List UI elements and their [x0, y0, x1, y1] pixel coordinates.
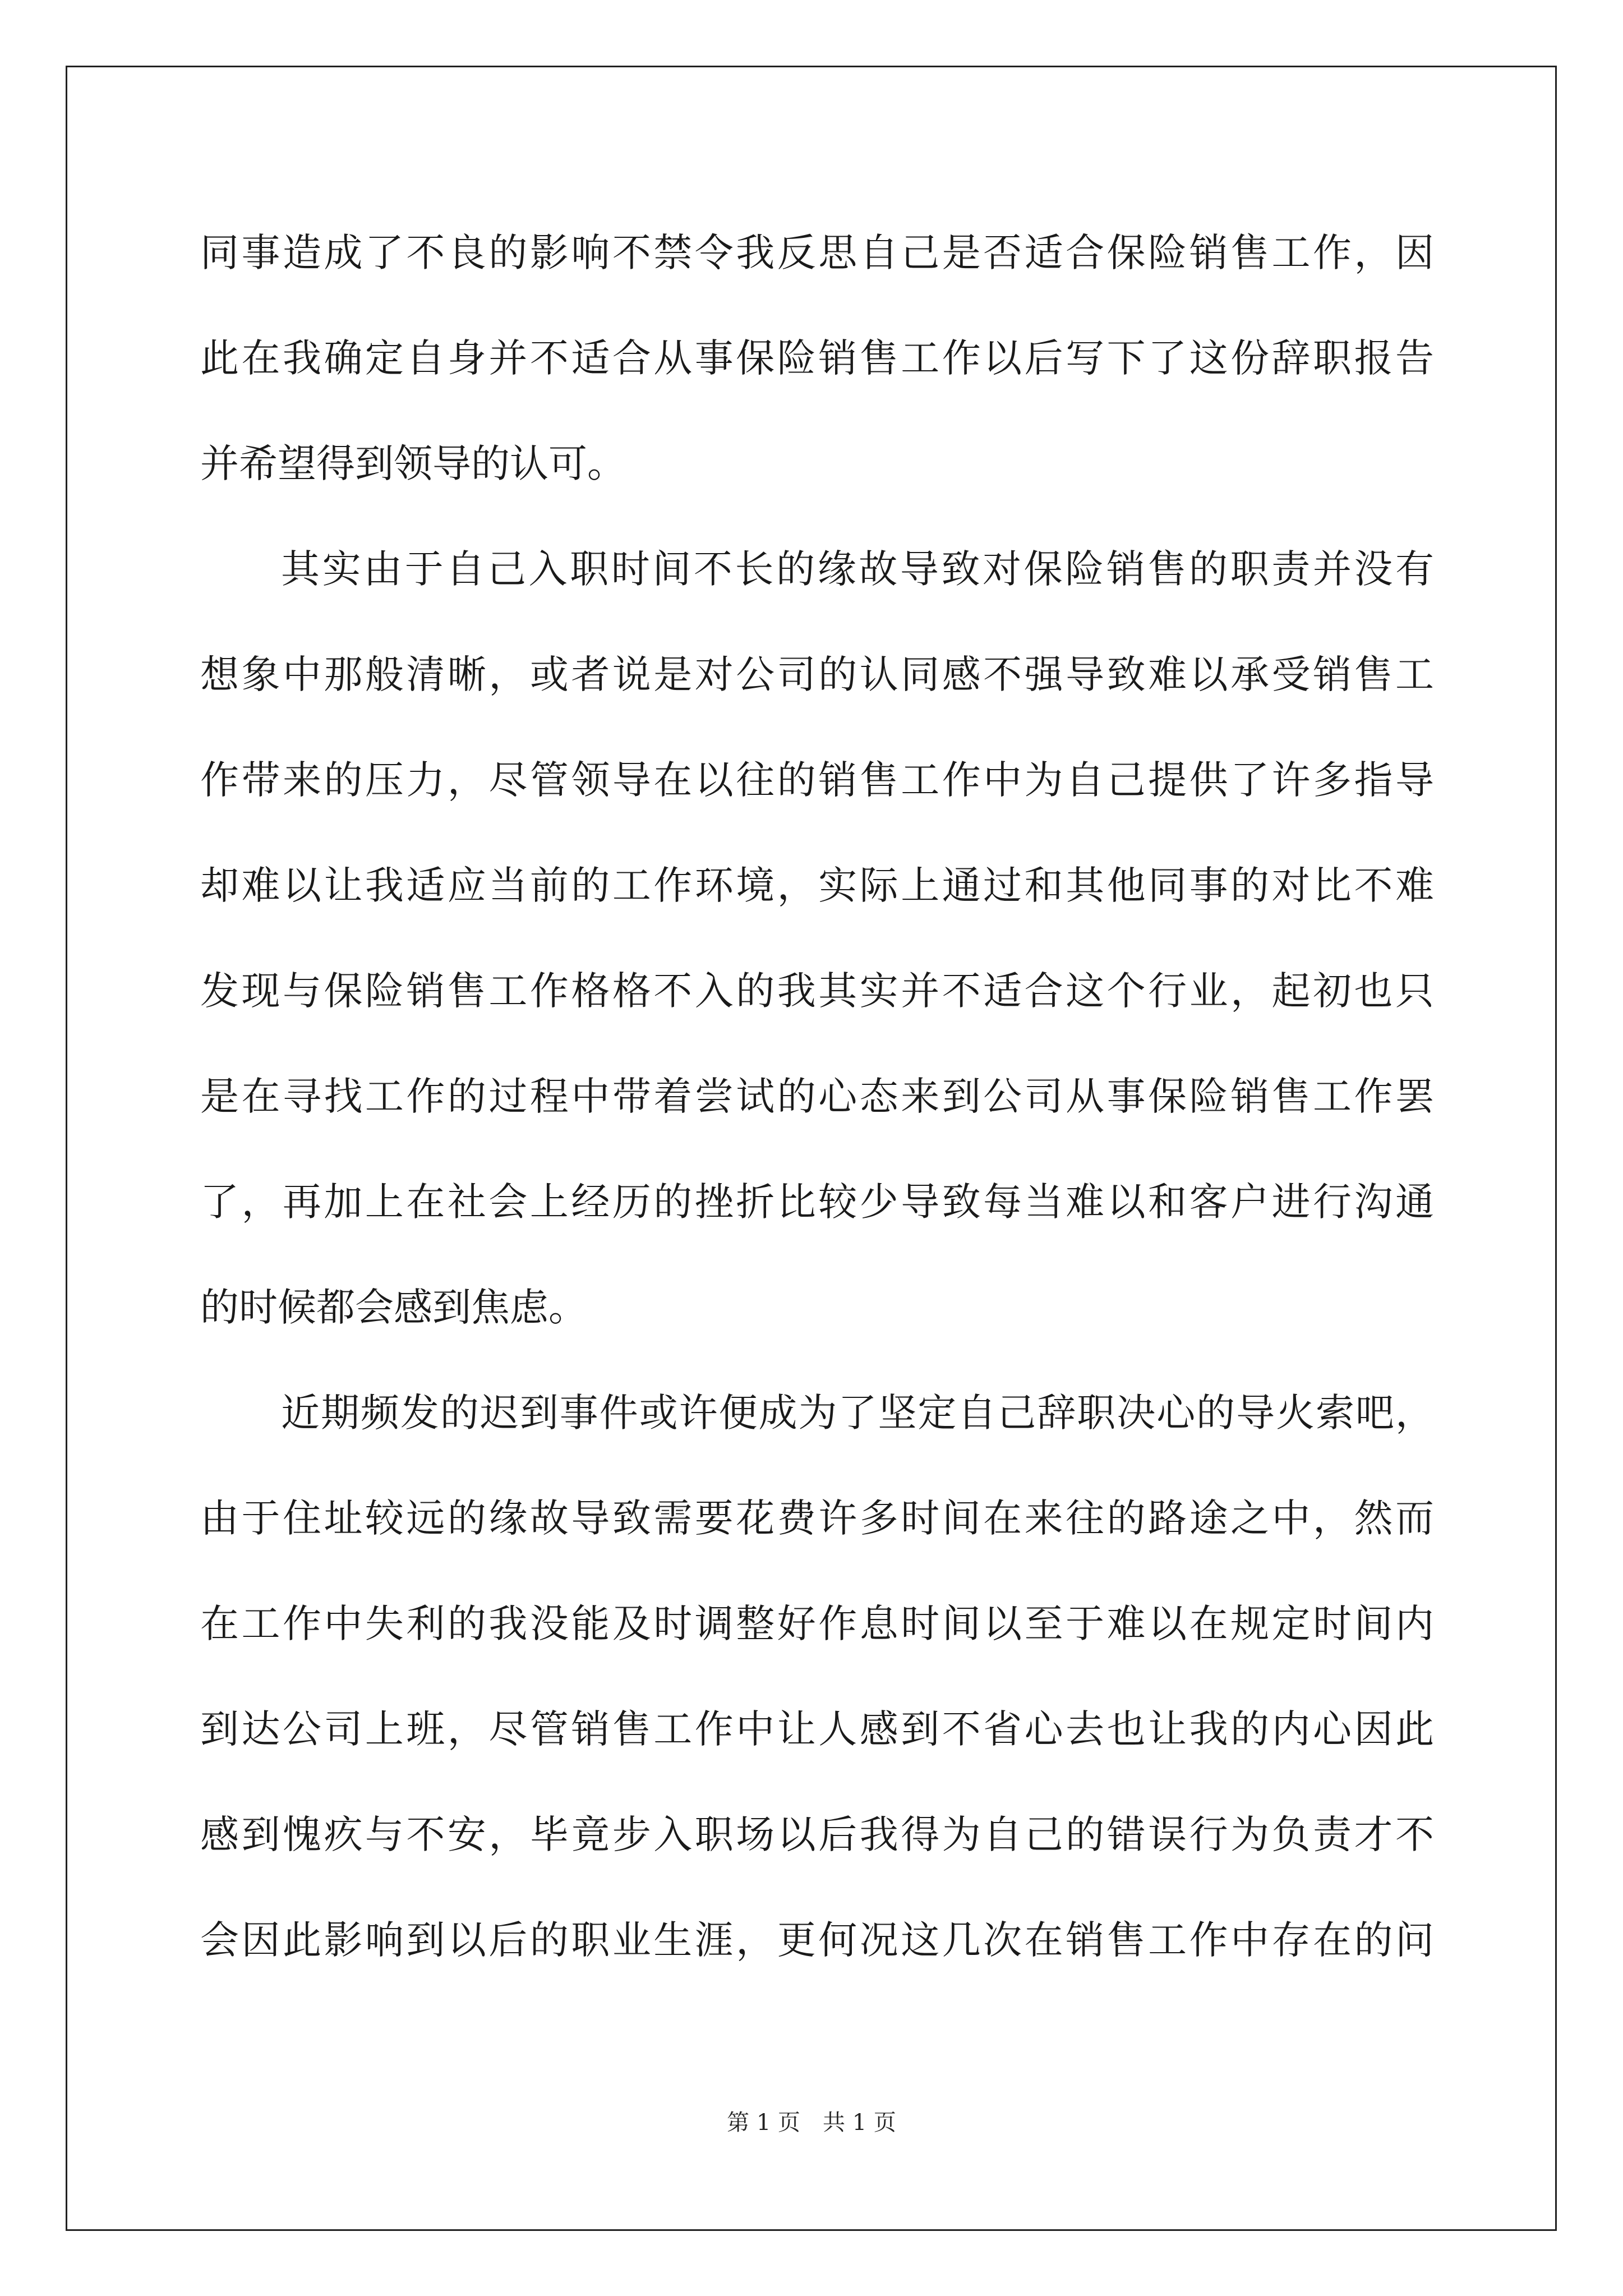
- text-line: 会因此影响到以后的职业生涯，更何况这几次在销售工作中存在的问: [200, 1918, 1434, 1963]
- text-line: 在工作中失利的我没能及时调整好作息时间以至于难以在规定时间内: [200, 1602, 1434, 1646]
- text-line: 发现与保险销售工作格格不入的我其实并不适合这个行业，起初也只: [200, 969, 1434, 1014]
- text-line: 此在我确定自身并不适合从事保险销售工作以后写下了这份辞职报告: [200, 336, 1434, 381]
- text-line: 了，再加上在社会上经历的挫折比较少导致每当难以和客户进行沟通: [200, 1180, 1434, 1225]
- text-line: 感到愧疚与不安，毕竟步入职场以后我得为自己的错误行为负责才不: [200, 1812, 1434, 1857]
- text-line: 其实由于自己入职时间不长的缘故导致对保险销售的职责并没有: [281, 547, 1434, 592]
- text-line: 作带来的压力，尽管领导在以往的销售工作中为自己提供了许多指导: [200, 758, 1434, 803]
- text-line: 想象中那般清晰，或者说是对公司的认同感不强导致难以承受销售工: [200, 652, 1434, 697]
- text-line: 却难以让我适应当前的工作环境，实际上通过和其他同事的对比不难: [200, 863, 1434, 908]
- text-line: 同事造成了不良的影响不禁令我反思自己是否适合保险销售工作，因: [200, 231, 1434, 275]
- text-line: 到达公司上班，尽管销售工作中让人感到不省心去也让我的内心因此: [200, 1707, 1434, 1752]
- text-line: 的时候都会感到焦虑。: [200, 1285, 587, 1330]
- text-line: 由于住址较远的缘故导致需要花费许多时间在来往的路途之中，然而: [200, 1496, 1434, 1541]
- document-body: [200, 200, 1434, 1993]
- text-line: 并希望得到领导的认可。: [200, 441, 626, 486]
- text-line: 近期频发的迟到事件或许便成为了坚定自己辞职决心的导火索吧，: [281, 1391, 1434, 1435]
- page-footer: 第 1 页 共 1 页: [727, 2110, 896, 2136]
- text-line: 是在寻找工作的过程中带着尝试的心态来到公司从事保险销售工作罢: [200, 1074, 1434, 1119]
